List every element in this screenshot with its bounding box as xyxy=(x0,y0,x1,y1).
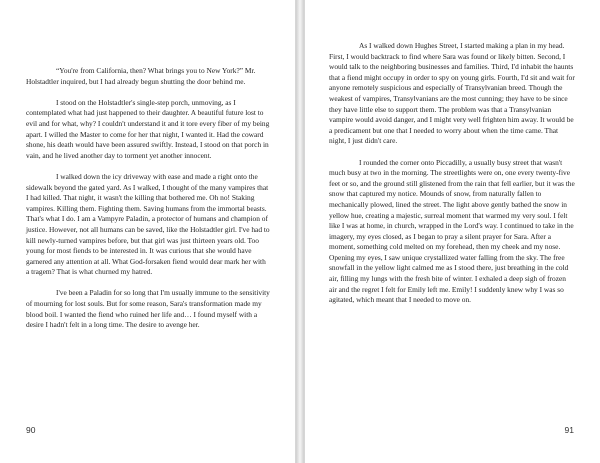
paragraph: I've been a Paladin for so long that I'm usually immune to the sensitivity of mourning for lost souls. But for some reason, Sara's transformation made my blood boil. I wanted the fiend who ruined her life and… I found myself with a desire I hadn't felt in a long time. The desire to avenge her. xyxy=(26,288,270,330)
paragraph: I rounded the corner onto Piccadilly, a usually busy street that wasn't much busy at two in the morning. The streetlights were on, one every twenty-five feet or so, and the ground still glistened from the rain that fell earlier, but it was the snow that captured my notice. Mounds of snow, from naturally fallen to mechanically plowed, lined the street. The light above gently bathed the snow in yellow hue, creating a majestic, surreal moment that warmed my very soul. I felt like I was at home, in church, wrapped in the Lord's way. I continued to take in the imagery, my eyes closed, as I began to pray a silent prayer for Sara. After a moment, something cold melted on my forehead, then my cheek and my nose. Opening my eyes, I saw unique crystallized water falling from the sky. The free snowfall in the yellow light calmed me as I stood there, just breathing in the cold air, filling my lungs with the fresh bite of winter. I exhaled a deep sigh of frozen air and the regret I felt for Emily left me. Emily! I suddenly knew why I was so agitated, which meant that I needed to move on. xyxy=(329,157,575,305)
paragraph: As I walked down Hughes Street, I started making a plan in my head. First, I would backtrack to find where Sara was found or likely bitten. Second, I would talk to the neighboring businesses and families. Third, I'd inhabit the haunts that a fiend might occupy in order to spy on young girls. Fourth, I'd sit and wait for anyone remotely suspicious and especially of Transylvanian breed. Though the weakest of vampires, Transylvanians are the most cunning; they have to be since they have little else to support them. The problem was that a Transylvanian vampire would avoid danger, and I might very well frighten him away. It would be a predicament but one that I needed to worry about when the time came. That night, I just didn't care. xyxy=(329,41,575,146)
page-number: 91 xyxy=(564,425,574,435)
page-number: 90 xyxy=(26,425,36,435)
paragraph: I walked down the icy driveway with ease and made a right onto the sidewalk beyond the gated yard. As I walked, I thought of the many vampires that I had killed. That night, it wasn't the killing that bothered me. Oh no! Staking vampires. Killing them. Fighting them. Saving humans from the immortal beasts. That's what I do. I am a Vampyre Paladin, a protector of humans and champion of justice. However, not all humans can be saved, like the Holstadtler girl. I've had to kill newly-turned vampires before, but that girl was just thirteen years old. Too young for most fiends to be interested in. It was curious that she would have garnered any attention at all. What God-forsaken fiend would dear mark her with a tragem? That is what churned my hatred. xyxy=(26,171,270,277)
paragraph: “You're from California, then? What brings you to New York?” Mr. Holstadtler inquired, but I had already begun shutting the door behind me. xyxy=(26,66,256,86)
right-page-text xyxy=(329,41,575,316)
book-gutter xyxy=(296,0,304,463)
right-page xyxy=(304,0,600,463)
left-page xyxy=(0,0,296,463)
paragraph: I stood on the Holstadtler's single-step porch, unmoving, as I contemplated what had just happened to their daughter. A beautiful future lost to evil and for what, why? I couldn't understand it and it tore every fiber of my being apart. I willed the Master to come for her that night, I wanted it. Had the coward shone, his death would have been assured swiftly. Instead, I stood on that porch in vain, and he lived another day to torment yet another innocent. xyxy=(26,97,270,160)
left-page-text xyxy=(26,66,270,341)
